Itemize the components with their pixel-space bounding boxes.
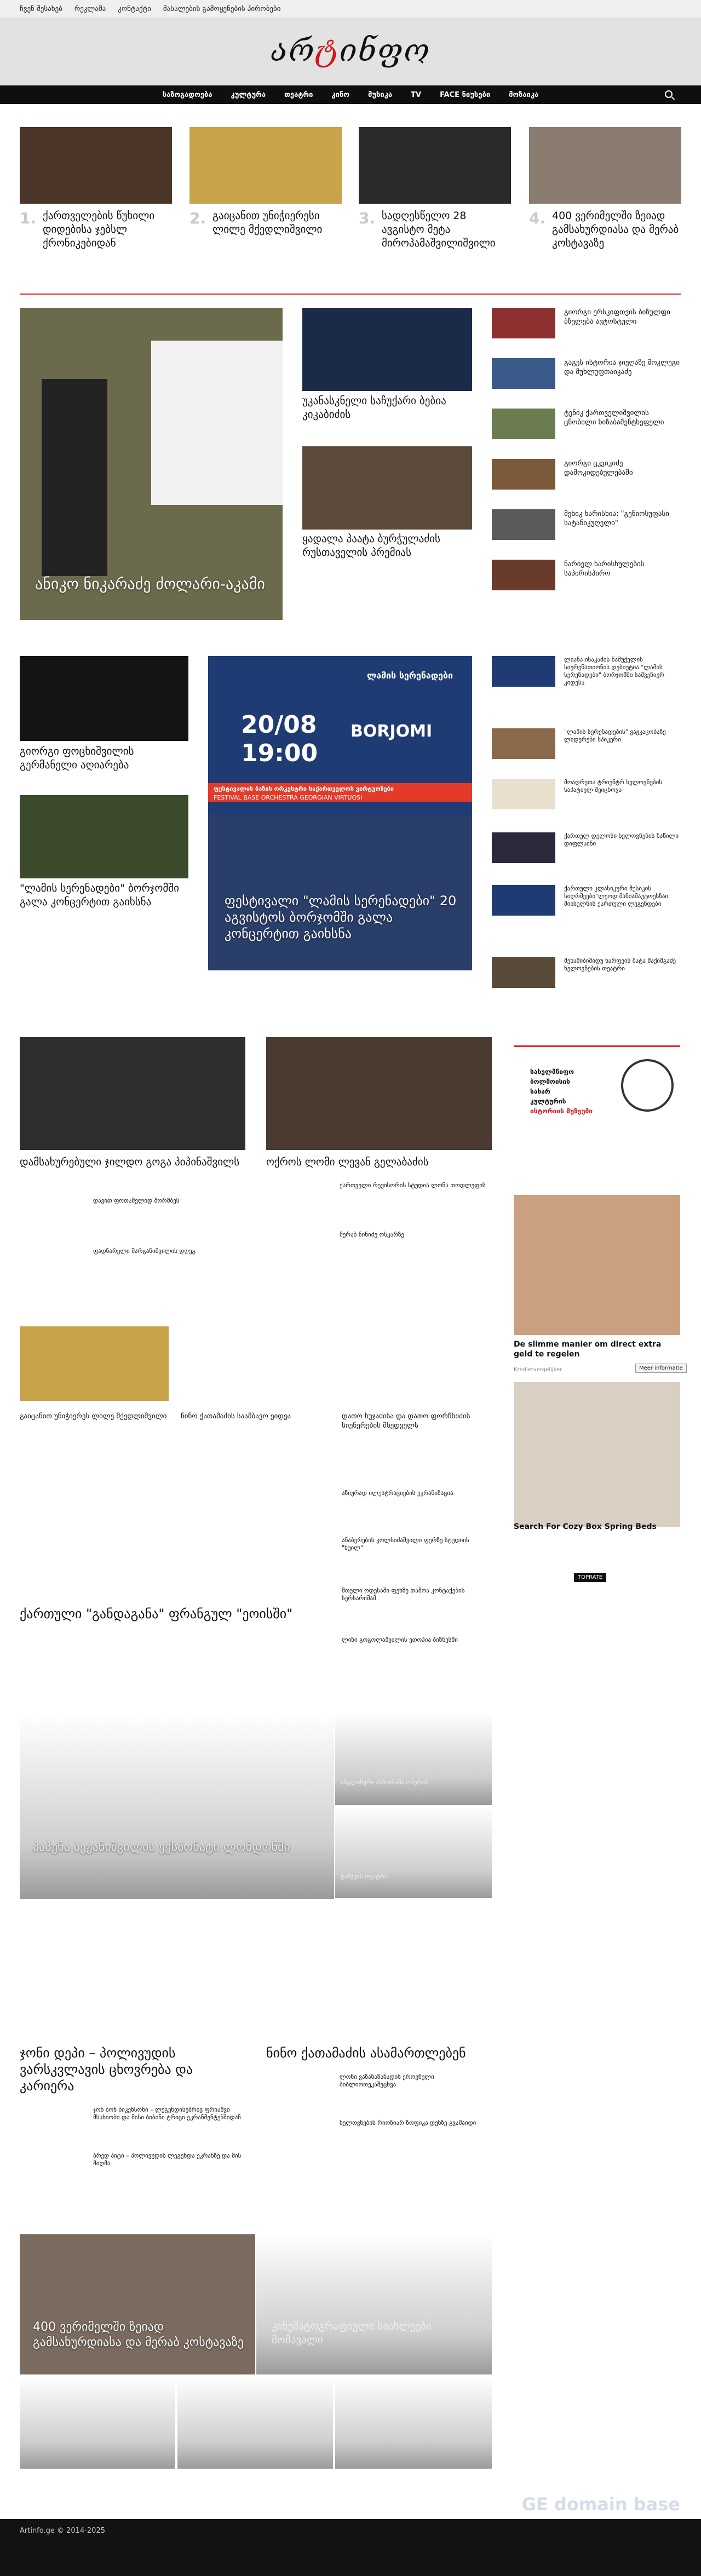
footer-copyright: Artinfo.ge © 2014-2025 bbox=[20, 2527, 105, 2535]
top4-number-4: 4. bbox=[529, 209, 546, 227]
sec2-side-title-4[interactable]: ქართულ დელოსი ხელოვნების ნაწილი დიფლაინი bbox=[564, 832, 679, 847]
poster-date: 20/08 bbox=[241, 711, 317, 739]
sec7-image-big[interactable] bbox=[20, 2234, 255, 2374]
sec7-title-big[interactable]: 400 ვერიმელში ზეიად გამსახურდიასა და მერაბ კოსტავაზე bbox=[33, 2320, 244, 2349]
sec4-list-2[interactable]: ანაბერების კოლხიძაშვილი ფერზე სტუდიის "ხუილ" bbox=[342, 1537, 469, 1551]
sec2-side-thumb-3[interactable] bbox=[492, 779, 555, 809]
sec5-card-big[interactable] bbox=[20, 1713, 334, 1899]
sec2-side-thumb-2[interactable] bbox=[492, 728, 555, 759]
festival-poster-title[interactable]: ფესტივალი "ლამის სერენადები" 20 აგვისტოს ბორჯომში გალა კონცერტით გაიხსნა bbox=[225, 893, 457, 941]
side-title-6[interactable]: ნარიელ ხარისხულების საპირისპირო bbox=[564, 560, 645, 578]
nav-item-tv[interactable]: TV bbox=[411, 90, 422, 99]
feature-image-main[interactable] bbox=[20, 308, 283, 620]
feature-image-mid-2[interactable] bbox=[302, 446, 472, 530]
brand-line-1: სახელმწიფო bbox=[530, 1068, 574, 1076]
side-thumb-5[interactable] bbox=[492, 509, 555, 540]
poster-time: 19:00 bbox=[241, 739, 318, 767]
sec6-link-left-1[interactable]: ჯონ ბონ ბიკენსონი – ლეგენდისებრივ ფრიაშვი მსახიობი და მისი ბიბინი ტრიცი ეკრანმენტებშიდან bbox=[93, 2106, 241, 2121]
ad1-sub: Kredietvergelijker bbox=[514, 1367, 562, 1373]
sec6-link-right-1[interactable]: ლონი ვაზანაზანადის ეროვნული ბიბლიოთეკაშეცხვა bbox=[340, 2073, 434, 2088]
topbar-link-contact[interactable]: კონტაქტი bbox=[118, 4, 151, 13]
feature-title-main[interactable]: ანიკო ნიკარაძე ძოლარი-აკამი bbox=[35, 575, 265, 593]
sec5-card-a[interactable] bbox=[335, 1713, 492, 1805]
nav-item-mosaic[interactable]: მოზაიკა bbox=[509, 90, 539, 99]
sec4-image-small-left[interactable] bbox=[20, 1326, 169, 1401]
sec4-title-small-right[interactable]: დათო ხუჯაძისა და დათო ფორჩხიძის სიუნერების მხედველს bbox=[342, 1412, 470, 1430]
top4-image-1[interactable] bbox=[20, 127, 172, 204]
sec6-link-right-2[interactable]: ხელოვნების რიოზიარ ზოფიკა დეხზე გვამაიდი bbox=[340, 2119, 476, 2126]
top4-title-1[interactable]: ქართველების წუხილი დიდებისა ჯებსლ ქრონიკებიდან bbox=[43, 210, 155, 249]
sec5-title-big[interactable]: პაპუნა ბეჟანიშვილის ექსპონატი ლონდონში bbox=[33, 1841, 290, 1854]
sec2-side-thumb-5[interactable] bbox=[492, 885, 555, 916]
top4-number-3: 3. bbox=[359, 209, 376, 227]
top4-image-4[interactable] bbox=[529, 127, 681, 204]
sec7-card-small-3[interactable] bbox=[335, 2377, 492, 2469]
sec3-link-1b[interactable]: ფადნარელი მარგანიშვილის დღეგ bbox=[93, 1247, 196, 1255]
sec4-title-small-mid[interactable]: ნინო ქათამაძის საამბავო ეიდეა bbox=[181, 1412, 291, 1421]
site-header bbox=[0, 18, 701, 85]
sec2-title-left-top[interactable]: გიორგი ფოცხიშვილის გერმანელი აღიარება bbox=[20, 745, 134, 771]
topbar-link-about[interactable]: ჩვენ შესახებ bbox=[20, 4, 62, 13]
brand-line-4: კულტურის bbox=[530, 1097, 566, 1105]
top4-title-2[interactable]: გაიცანით უნიჭიერესი ლილე მქედლიშვილი bbox=[212, 210, 323, 235]
logo-part-2: ტ bbox=[315, 33, 340, 68]
top4-image-3[interactable] bbox=[359, 127, 511, 204]
nav-item-music[interactable]: მუსიკა bbox=[367, 90, 393, 99]
top4-number-2: 2. bbox=[189, 209, 206, 227]
brand-line-5: ისტორიის მუზეუმი bbox=[530, 1107, 593, 1115]
sec2-image-left-top[interactable] bbox=[20, 656, 188, 741]
sec7-card-right[interactable] bbox=[256, 2234, 492, 2374]
sec4-title-small-left[interactable]: გაიცანით უნიჭიერეს ლილე მქედლიშვილი bbox=[20, 1412, 167, 1421]
poster-banner-ka: ფესტივალის ბაზის ორკესტრი საქართველოს ვირტუოზები bbox=[214, 785, 394, 792]
sec4-list-4[interactable]: ლიზი გოგოლაშვილის ეთოპია ბიზნესში bbox=[342, 1636, 458, 1643]
nav-item-theatre[interactable]: თეატრი bbox=[284, 90, 313, 99]
domain-watermark: GE domain base bbox=[521, 2494, 680, 2515]
top4-number-1: 1. bbox=[20, 209, 37, 227]
sec2-side-title-6[interactable]: მეხამიბიმიდუ ხარფეის მატა შაქიმგაძე ხელოვნების თეატრი bbox=[564, 957, 676, 972]
side-thumb-4[interactable] bbox=[492, 459, 555, 490]
sec7-card-small-1[interactable] bbox=[20, 2377, 175, 2469]
topbar-link-terms[interactable]: მასალების გამოყენების პირობები bbox=[163, 4, 281, 13]
section-divider bbox=[20, 294, 681, 295]
search-icon[interactable] bbox=[665, 90, 673, 98]
brand-line-3: სახარ bbox=[530, 1088, 550, 1095]
nav-item-society[interactable]: საზოგადოება bbox=[162, 90, 212, 99]
side-thumb-1[interactable] bbox=[492, 308, 555, 338]
museum-brand-box[interactable] bbox=[514, 1045, 680, 1137]
side-title-3[interactable]: ტენიკ ქართველიშვილის ცნობილი ხიზაბამენტხეფელი bbox=[564, 409, 664, 427]
museum-logo-icon bbox=[621, 1059, 674, 1112]
sec6-link-left-2[interactable]: ბრედ პიტი – პოლივუდის ლეგენდა ეკრანზე და მის მიღმა bbox=[93, 2152, 242, 2167]
ad1-image[interactable] bbox=[514, 1195, 680, 1335]
sec4-list-3[interactable]: მთელი ოდესაში ფეხზე თამოა კონტაქების სერსარიშამ bbox=[342, 1587, 465, 1602]
side-thumb-3[interactable] bbox=[492, 409, 555, 439]
sec6-title-left[interactable]: ჯონი დეპი – პოლივუდის ვარსკვლავის ცხოვრება და კარიერა bbox=[20, 2045, 193, 2094]
nav-item-culture[interactable]: კულტურა bbox=[231, 90, 266, 99]
sec5-title-b[interactable]: ტანჯვის თეატრი bbox=[341, 1873, 388, 1880]
feature-image-mid-1[interactable] bbox=[302, 308, 472, 391]
sec5-card-b[interactable] bbox=[335, 1806, 492, 1898]
sec5-title-a[interactable]: ინგლისური პანორამა ოპერის bbox=[341, 1779, 428, 1786]
brand-line-2: ბოლშოისის bbox=[530, 1078, 570, 1085]
side-thumb-2[interactable] bbox=[492, 358, 555, 389]
sec3-link-2b[interactable]: მერაბ ნინიძე ოსკარზე bbox=[340, 1231, 405, 1238]
sec3-image-2[interactable] bbox=[266, 1037, 492, 1150]
top4-image-2[interactable] bbox=[189, 127, 342, 204]
sec3-image-1[interactable] bbox=[20, 1037, 245, 1150]
top-links-bar bbox=[0, 0, 701, 18]
poster-banner-en: FESTIVAL BASE ORCHESTRA GEORGIAN VIRTUOSI bbox=[214, 794, 363, 801]
sec3-title-2[interactable]: ოქროს ლომი ლევან გელაბაძის bbox=[266, 1156, 429, 1168]
ad2-title[interactable]: Search For Cozy Box Spring Beds bbox=[514, 1522, 657, 1531]
ad2-button[interactable]: TOPRATE bbox=[574, 1573, 606, 1582]
side-title-1[interactable]: გიორგი ერსკიფთვის ბიზულფი ბზელება ავტოსტული bbox=[564, 308, 670, 326]
sec2-side-title-5[interactable]: ქართული კლასიკური მუსიკის სიღრმეები"ლეოდ მანიამაუტოესზაი მიისულნის ქართული ლეგენდები bbox=[564, 885, 669, 907]
logo-part-1: არ bbox=[270, 33, 315, 68]
nav-item-cinema[interactable]: კინო bbox=[331, 90, 349, 99]
ad2-image[interactable] bbox=[514, 1382, 680, 1527]
sec2-image-left-bottom[interactable] bbox=[20, 795, 188, 878]
side-thumb-6[interactable] bbox=[492, 560, 555, 590]
sec3-title-1[interactable]: დამსახურებული ჯილდო გოგა პიპინაშვილს bbox=[20, 1156, 240, 1168]
feature-title-mid-1[interactable]: უკანასკნელი საჩუქარი ბებია კიკაბიძის bbox=[302, 395, 446, 421]
site-footer bbox=[0, 2519, 701, 2576]
sec2-side-title-1[interactable]: ლიანა ისაკაძის ნაშუქელის სიერენათიონის დებიუტია "ლამის სერენადები" ბორჯომში საშვენიერ კიდესა bbox=[564, 656, 664, 686]
main-nav bbox=[0, 85, 701, 104]
sec6-title-right[interactable]: ნინო ქათამაძის ასამართლებენ bbox=[266, 2045, 466, 2061]
ad1-title[interactable]: De slimme manier om direct extra geld te regelen bbox=[514, 1340, 662, 1359]
side-title-5[interactable]: მეხიკ ხარისხია: "გენიოსუფასი სატანიკუღელი" bbox=[564, 510, 669, 527]
sec4-list-1[interactable]: აზიურად ილუსტრაციების ეკრანიზაცია bbox=[342, 1490, 453, 1497]
sec3-link-2a[interactable]: ქართველი რეჟისორის სტუდია ლონა თოდლეფის bbox=[340, 1182, 486, 1189]
poster-brand: ლამის სერენადები bbox=[367, 670, 453, 681]
poster-sponsor: BORJOMI bbox=[350, 722, 433, 741]
sec3-link-1a[interactable]: დავით ფოთამელიდ შორმბეს bbox=[93, 1197, 180, 1204]
sec2-side-thumb-1[interactable] bbox=[492, 656, 555, 687]
sec2-side-title-2[interactable]: "ლამის სერენადების" ვაჟკაცობაზე ლიდერები სპიკერი bbox=[564, 728, 666, 743]
ad1-button[interactable]: Meer informatie bbox=[635, 1364, 687, 1373]
sec4-feature-title[interactable]: ქართული "განდაგანა" ფრანგულ "ეოისში" bbox=[20, 1606, 293, 1622]
sec7-card-small-2[interactable] bbox=[177, 2377, 333, 2469]
sec7-title-right[interactable]: კინემატოგრაფიული სიახლეები მომავალი bbox=[272, 2320, 432, 2346]
sec2-side-title-3[interactable]: მოაღრეთა ტრიენტრ ხელოვნების საპატიელ შეიცხოვა bbox=[564, 779, 663, 794]
topbar-link-ads[interactable]: რეკლამა bbox=[74, 4, 106, 13]
top4-title-4[interactable]: 400 ვერიმელში ზეიად გამსახურდიასა და მერაბ კოსტავაზე bbox=[552, 210, 679, 249]
sec2-side-thumb-4[interactable] bbox=[492, 832, 555, 863]
sec2-side-thumb-6[interactable] bbox=[492, 957, 555, 988]
side-title-4[interactable]: გიორგი ცკვიკიძე დამოკიდებულებაში bbox=[564, 459, 633, 477]
logo-part-3: ინფო bbox=[339, 33, 431, 68]
top4-title-3[interactable]: სადღესწელო 28 ავგისტო მეტა მიროპამაშვილიშვილი bbox=[382, 210, 496, 249]
site-logo[interactable] bbox=[271, 33, 430, 68]
feature-title-mid-2[interactable]: ყადალა პაატა ბურჭულაძის რუსთაველის პრემიას bbox=[302, 533, 440, 559]
nav-item-face-news[interactable]: FACE ნიუსები bbox=[440, 90, 491, 99]
side-title-2[interactable]: გაგეს ისტორია ჯიეღაზე მოკლეგი და მუხლუფთაიკაძე bbox=[564, 359, 680, 376]
sec2-title-left-bottom[interactable]: "ლამის სერენადები" ბორჯომში გალა კონცერტით გაიხსნა bbox=[20, 882, 179, 908]
